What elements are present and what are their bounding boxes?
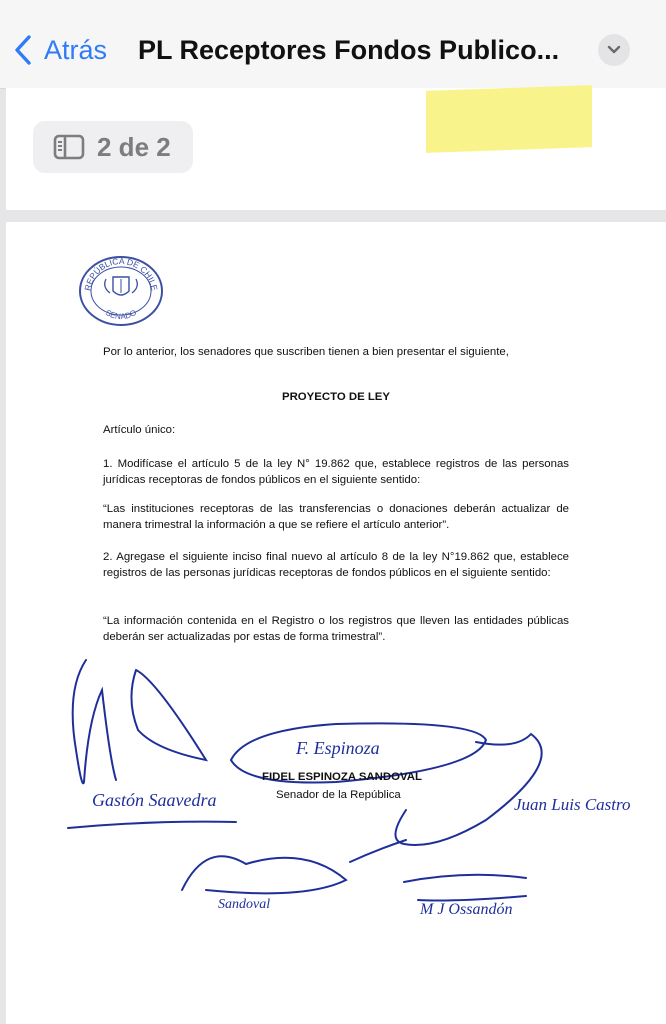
senado-seal	[78, 255, 164, 327]
signature-c: Juan Luis Castro	[514, 795, 631, 814]
signatures	[6, 650, 666, 920]
intro-text: Por lo anterior, los senadores que suscriben tienen a bien presentar el siguiente,	[103, 346, 509, 358]
title-menu-button[interactable]	[598, 34, 630, 66]
signature-a: Gastón Saavedra	[92, 790, 217, 810]
chevron-down-icon	[607, 45, 621, 55]
sticky-note	[426, 85, 592, 153]
article-label: Artículo único:	[103, 424, 176, 436]
page-indicator-label: 2 de 2	[97, 131, 171, 162]
chevron-left-icon	[14, 34, 32, 66]
page-indicator[interactable]	[33, 121, 193, 173]
document-title: PL Receptores Fondos Publico...	[138, 35, 560, 65]
item-2: 2. Agregase el siguiente inciso final nuevo al artículo 8 de la ley N°19.862 que, establece registros de las personas jurídicas receptoras de fondos públicos en el siguiente sentido:	[103, 551, 569, 579]
seal-bottom-text: SENADO	[104, 308, 138, 322]
quote-1: “Las instituciones receptoras de las transferencias o donaciones deberán actualizar de manera trimestral la información a que se refiere el artículo anterior”.	[103, 503, 569, 531]
back-label: Atrás	[44, 34, 108, 65]
navigation-bar	[0, 0, 666, 89]
signature-d: Sandoval	[218, 897, 271, 912]
svg-text:SENADO	[104, 308, 138, 321]
back-button[interactable]	[14, 28, 107, 72]
sidebar-icon	[53, 134, 85, 160]
quote-2: “La información contenida en el Registro o los registros que lleven las entidades públicas deberán ser actualizadas por estas de forma trimestral”.	[103, 615, 569, 643]
item-1: 1. Modifícase el artículo 5 de la ley N° 19.862 que, establece registros de las personas jurídicas receptoras de fondos públicos en el siguiente sentido:	[103, 458, 569, 486]
signer-name: FIDEL ESPINOZA SANDOVAL	[262, 771, 422, 783]
signature-e: M J Ossandón	[420, 901, 513, 918]
signer-role: Senador de la República	[276, 789, 401, 801]
bill-heading: PROYECTO DE LEY	[281, 391, 391, 403]
signature-b: F. Espinoza	[296, 738, 380, 758]
seal-top-text: REPÚBLICA DE CHILE	[82, 255, 160, 292]
